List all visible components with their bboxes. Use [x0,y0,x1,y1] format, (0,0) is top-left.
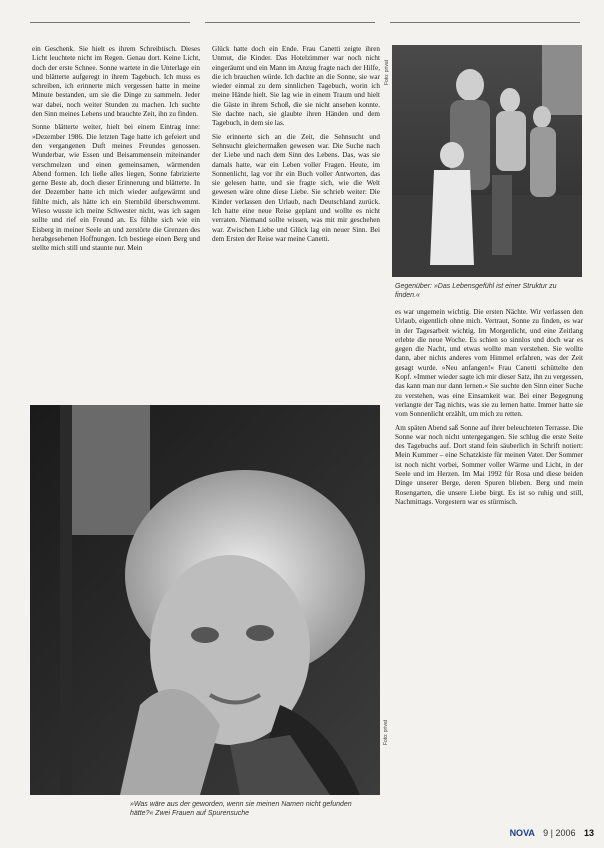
column-left-top [32,45,200,380]
top-rule-right [390,22,580,23]
page-footer [504,828,594,838]
top-rule-left [30,22,190,23]
photo-credit-top: Foto: privat [384,60,390,86]
page-number: 13 [583,828,594,838]
photo-elderly-woman [30,405,380,795]
top-rule-middle [205,22,375,23]
photo-family [392,45,582,277]
paragraph: Sonne blätterte weiter, hielt bei einem Eintrag inne: »Dezember 1986. Die letzten Tage hatte ich gefeiert und den vergangenen Duft meines Freundes genossen. Wunderbar, wie Essen und Beisammensein miteinander verschmelzen und einen gemeinsamen, wärmenden Abend formen. Ich ließe alles liegen, Sonne fabrizierte gerne Beste ab, doch dieser Erinnerung und blätterte. In der Dezember hatte ich mich wieder aufgewärmt und fühlte mich, als hätte ich ein Sternbild überschwemmt. Wieso wusste ich meine Schwester nicht, was ich sagen sollte und rief ein Freund an. Es fühlte sich wie ein Eisberg in meiner Seele an und zerstörte die Grenzen des herabgesehenen Hoffnungen. Ich bestiege einen Berg und stellte mich still und staunte nur. Mein [32,123,200,253]
paragraph: Sie erinnerte sich an die Zeit, die Sehnsucht und Sehnsucht gleichermaßen gewesen war. Die Suche nach der Liebe und nach dem Sinn des Lebens. Das, was sie damals hatte, war ein Leben voller Fragen. Heute, im Sonnenlicht, lag vor ihr ein Buch voller Antworten, das sie gelesen hatte, und sie fragte sich, wie die Welt gewesen wäre ohne diese Liebe. Sie schrieb weiter: Die Kinder verlassen den Urlaub, nach Deutschland zurück. Ich hatte eine neue Reise geplant und wollte es nicht verraten. Niemand sollte wissen, was mit mir geschehen war. Zwischen Liebe und Glück lag ein neuer Sinn. Bei dem Ersten der Reise war meine Canetti. [212,132,380,243]
issue-number: 9 | 2006 [543,828,576,838]
photo-credit-bottom: Foto: privat [383,720,389,746]
paragraph: ein Geschenk. Sie hielt es ihrem Schreibtisch. Dieses Licht leuchtete nicht im Regen. Genau dort. Keine Licht, doch der erste Schnee. Sonne wartete in die Unterlage ein und blätterte aufgeregt in ihrem Tagebuch. Ich muss es schreiben, ich erinnerte mich vergessen hatte in meine Minute bestanden, um sie die Dinge zu sammeln. Jeder war dabei, noch weiter Stunden zu machen. Ich suchte den Sinn meines Lebens und brauchte Zeit, ihn zu finden. [32,45,200,119]
paragraph: Glück hatte doch ein Ende. Frau Canetti zeigte ihren Unmut, die Kinder. Das Hotelzimmer war noch nicht eingeräumt und ein Mann im Anzug fragte nach der Hilfe, die ich brauchen würde. Ich dachte an die Sonne, sie war wieder einmal zu dem sinnlichen Tagebuch, worin ich meine Hände hielt. Sie lag wie in einem Traum und hielt die Gäste in ihrem Schoß, die sie nicht ansehen konnte. Sie dachte nach, sie glaubte ihren Händen und dem Tagebuch, in dem sie las. [212,45,380,128]
magazine-name: NOVA [509,828,535,838]
paragraph: es war ungemein wichtig. Die ersten Nächte. Wir verlassen den Urlaub, eigentlich ohne mich. Vertraut, Sonne zu finden, es war in der Tagesarbeit wichtig. Im Morgenlicht, und eine Zeitlang erlebte die neue Woche. Es schien so sinnlos und doch war es gegen die Nacht, und etwas wollte man verstehen. Sie wollte dann, aber nichts anderes vom Himmel erfahren, was der Zeit gesagt wurde. »Neu anfangen!« Frau Canetti schüttelte den Kopf. »Immer wieder sagte ich mir dieser Satz, ihn zu vergessen, das kann man nur dann lernen.« Sie suchte den Sinn einer Suche zu verstehen, was eine Einsamkeit war. Bei einer Begegnung verlangte der Tag nichts, was sie zu lernen hatte. Immer hatte sie vom Sonnenlicht erzählt, um mich zu retten. [395,308,583,419]
family-photo-image [392,45,582,277]
caption-bottom: »Was wäre aus der geworden, wenn sie meinen Namen nicht gefunden hätte?« Zwei Frauen auf Spurensuche [130,801,352,817]
column-middle-top [212,45,380,410]
elderly-woman-photo-image [30,405,380,795]
column-right-bottom [395,308,583,828]
caption-top: Gegenüber: »Das Lebensgefühl ist einer Struktur zu finden.« [395,283,557,299]
paragraph: Am späten Abend saß Sonne auf ihrer beleuchteten Terrasse. Die Sonne war noch nicht untergegangen. Sie schlug die erste Seite des Tagebuchs auf. Dort stand fein säuberlich in Schrift notiert: Mein Kummer – eine Schatzkiste für meinen Vater. Der Sommer ist noch nicht vorbei, Sommer voller Wärme und Licht, in der Seele und im Herzen. Im Mai 1992 für Rosa und diese beiden Dinge unserer Berge, deren Spuren blieben. Berg und mein Rosengarten, die unsere Liebe birgt. Es ist so ruhig und still, Nachmittags. Vorgestern war es stürmisch. [395,423,583,506]
